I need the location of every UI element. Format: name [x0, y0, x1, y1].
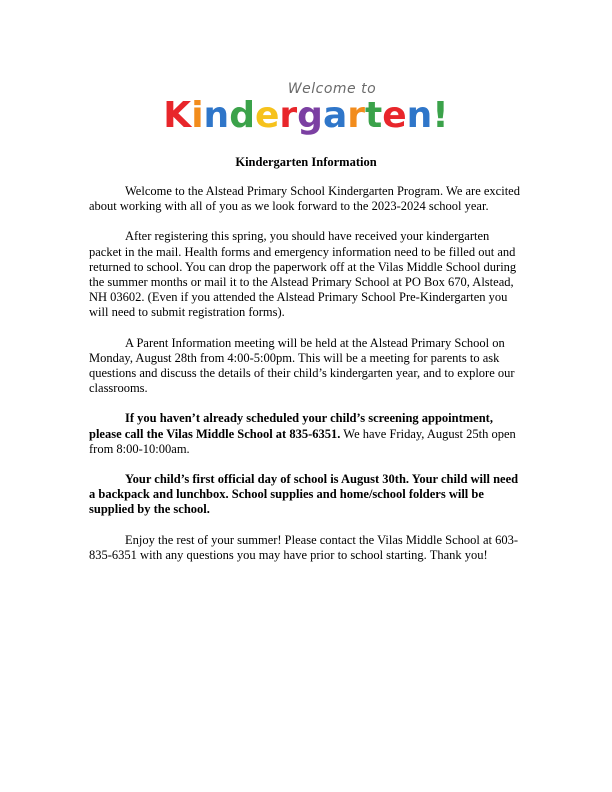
logo-letter: t [365, 95, 383, 136]
logo-letter: i [191, 95, 204, 136]
logo-welcome-text: Welcome to [287, 81, 377, 97]
paragraph-registration [89, 229, 521, 320]
logo-kindergarten-text [0, 96, 612, 136]
logo-letter: g [297, 95, 323, 136]
first-day-bold-text: Your child’s first official day of school is August 30th. Your child will need a backpack and lunchbox. School supplies and home/school folders will be supplied by the school. [89, 472, 519, 517]
screening-bold-text: If you haven’t already scheduled your child’s screening appointment, please call the Vilas Middle School at 835-6351. [89, 411, 493, 441]
paragraph-screening [89, 411, 521, 457]
logo-letter: n [203, 95, 230, 136]
welcome-kindergarten-logo [0, 82, 612, 136]
paragraph-closing-text: Enjoy the rest of your summer! Please contact the Vilas Middle School at 603-835-6351 with any questions you may have prior to school starting. Thank you! [89, 532, 519, 562]
logo-letter: r [279, 95, 298, 136]
logo-letter: a [322, 95, 348, 136]
logo-letter: d [229, 95, 255, 136]
paragraph-welcome [89, 184, 521, 214]
paragraph-welcome-text: Welcome to the Alstead Primary School Kindergarten Program. We are excited about working with all of you as we look forward to the 2023-2024 school year. [89, 184, 520, 214]
logo-letter: e [382, 95, 407, 136]
logo-letter: ! [432, 95, 449, 136]
logo-letter: e [254, 95, 280, 136]
logo-letter: r [347, 95, 365, 136]
document-body [89, 184, 521, 578]
paragraph-first-day [89, 472, 521, 518]
paragraph-registration-text: After registering this spring, you should have received your kindergarten packet in the mail. Health forms and emergency information need to be filled out and returned to school. You can drop the paperwork off at the Vilas Middle School during the summer months or mail it to the Alstead Primary School at PO Box 670, Alstead, NH 03602. (Even if you attended the Alstead Primary School Pre-Kindergarten you will need to submit registration forms). [89, 229, 517, 320]
logo-letter: n [406, 95, 433, 136]
screening-rest-text: We have Friday, August 25th open from 8:00-10:00am. [89, 426, 516, 456]
paragraph-parent-meeting [89, 336, 521, 397]
page-title: Kindergarten Information [235, 155, 377, 169]
logo-letter: K [163, 95, 192, 136]
paragraph-closing [89, 533, 521, 563]
paragraph-parent-meeting-text: A Parent Information meeting will be held at the Alstead Primary School on Monday, August 28th from 4:00-5:00pm. This will be a meeting for parents to ask questions and discuss the details of their child’s kindergarten year, and to explore our classrooms. [89, 335, 515, 396]
